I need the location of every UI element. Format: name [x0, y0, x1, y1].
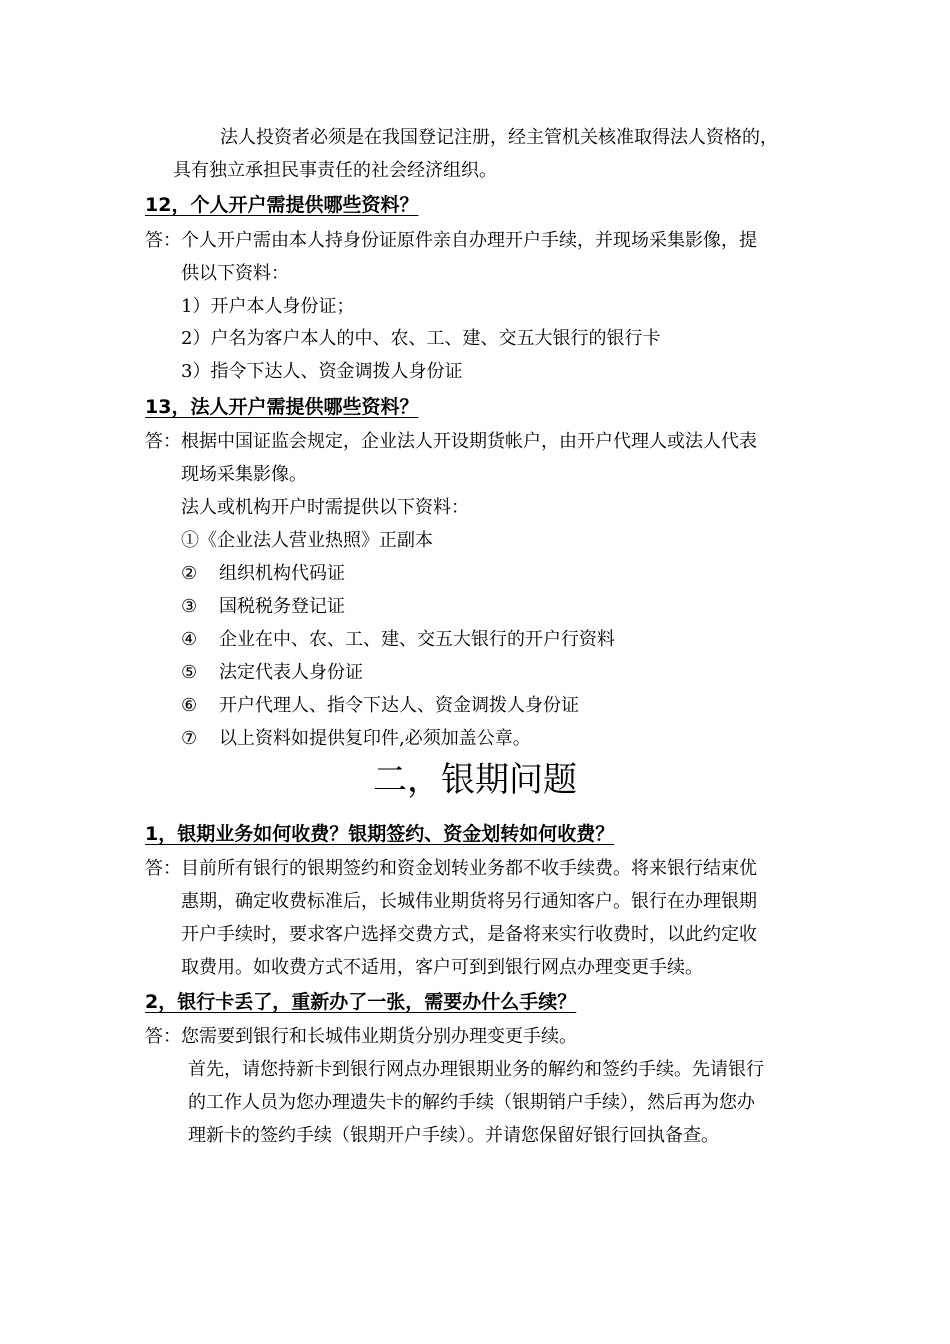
- item-number: ⑦: [181, 728, 198, 749]
- section-heading: 二，银期问题: [373, 760, 577, 800]
- item-text: 开户代理人、指令下达人、资金调拨人身份证: [219, 695, 579, 716]
- s2q2-answer-line: 的工作人员为您办理遗失卡的解约手续（银期销户手续），然后再为您办: [188, 1092, 755, 1113]
- section2-question-1-title: 1，银期业务如何收费？银期签约、资金划转如何收费？: [145, 823, 615, 845]
- q13-item: [181, 661, 363, 685]
- item-number: ⑥: [181, 695, 198, 716]
- q13-intro: 法人或机构开户时需提供以下资料：: [181, 497, 469, 518]
- q12-answer-line-2: 供以下资料：: [181, 263, 289, 284]
- item-number: ⑤: [181, 662, 198, 683]
- item-text: 组织机构代码证: [219, 563, 345, 584]
- question-12-title: 12，个人开户需提供哪些资料？: [145, 194, 419, 216]
- s2q1-answer-line: 答：目前所有银行的银期签约和资金划转业务都不收手续费。将来银行结束优: [145, 858, 757, 879]
- question-13-title: 13，法人开户需提供哪些资料？: [145, 396, 419, 418]
- intro-line-1: 法人投资者必须是在我国登记注册，经主管机关核准取得法人资格的，: [220, 127, 778, 148]
- q13-item: [181, 628, 615, 652]
- item-number: ②: [181, 563, 198, 584]
- item-text: 以上资料如提供复印件,必须加盖公章。: [219, 728, 531, 749]
- item-number: ④: [181, 629, 198, 650]
- s2q1-answer-line: 取费用。如收费方式不适用，客户可到到银行网点办理变更手续。: [181, 957, 703, 978]
- s2q2-answer-line: 首先，请您持新卡到银行网点办理银期业务的解约和签约手续。先请银行: [188, 1059, 764, 1080]
- q12-answer-line-1: 答：个人开户需由本人持身份证原件亲自办理开户手续，并现场采集影像，提: [145, 230, 757, 251]
- q13-answer-line-1: 答：根据中国证监会规定，企业法人开设期货帐户，由开户代理人或法人代表: [145, 431, 757, 452]
- item-text: 企业在中、农、工、建、交五大银行的开户行资料: [219, 629, 615, 650]
- q13-item: [181, 694, 579, 718]
- s2q1-answer-line: 开户手续时，要求客户选择交费方式，是备将来实行收费时，以此约定收: [181, 924, 757, 945]
- q12-item: 2）户名为客户本人的中、农、工、建、交五大银行的银行卡: [181, 328, 661, 349]
- q13-item: ①《企业法人营业热照》正副本: [181, 530, 433, 551]
- q13-item: [181, 595, 345, 619]
- q12-item: 3）指令下达人、资金调拨人身份证: [181, 361, 463, 382]
- item-text: 国税税务登记证: [219, 596, 345, 617]
- intro-line-2: 具有独立承担民事责任的社会经济组织。: [173, 160, 497, 181]
- section2-question-2-title: 2，银行卡丢了，重新办了一张，需要办什么手续？: [145, 991, 577, 1013]
- q13-answer-line-2: 现场采集影像。: [181, 464, 307, 485]
- s2q1-answer-line: 惠期，确定收费标准后，长城伟业期货将另行通知客户。银行在办理银期: [181, 891, 757, 912]
- s2q2-answer-line: 理新卡的签约手续（银期开户手续）。并请您保留好银行回执备查。: [188, 1125, 719, 1146]
- q13-item: [181, 562, 345, 586]
- item-number: ③: [181, 596, 198, 617]
- q12-item: 1）开户本人身份证；: [181, 296, 355, 317]
- item-text: 法定代表人身份证: [219, 662, 363, 683]
- s2q2-answer: 答：您需要到银行和长城伟业期货分别办理变更手续。: [145, 1026, 577, 1047]
- q13-item: [181, 727, 531, 751]
